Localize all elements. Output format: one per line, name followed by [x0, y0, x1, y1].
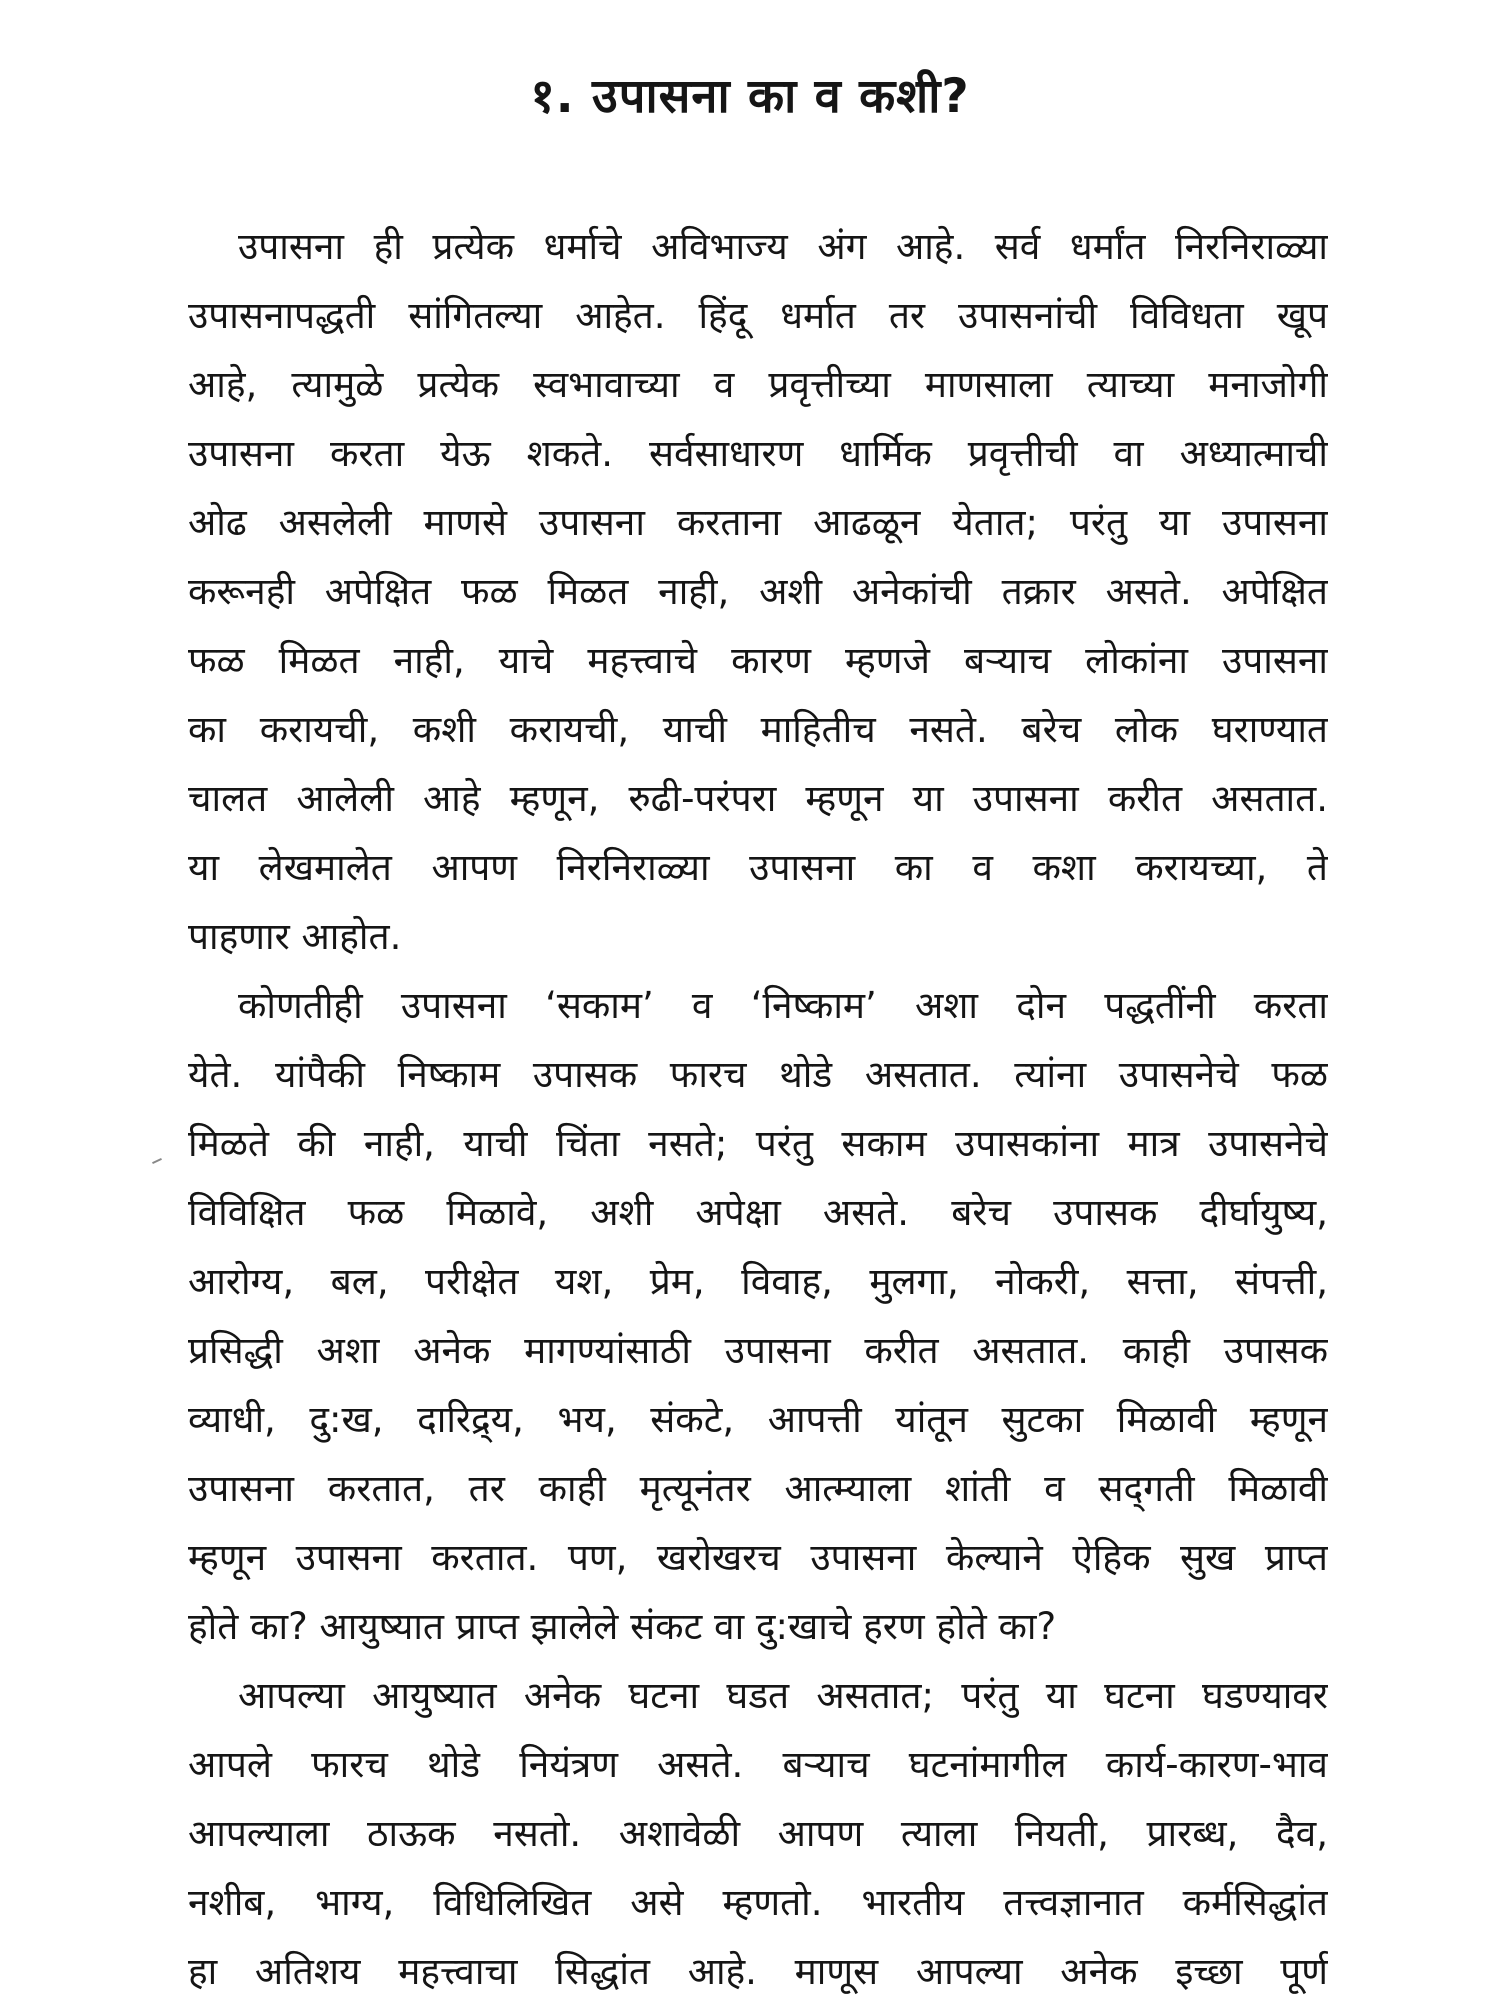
paragraph-2-line-9: म्हणून उपासना करतात. पण, खरोखरच उपासना केल्याने ऐहिक सुख प्राप्त — [188, 1536, 1328, 1579]
paragraph-2-line-5: आरोग्य, बल, परीक्षेत यश, प्रेम, विवाह, मुलगा, नोकरी, सत्ता, संपत्ती, — [188, 1260, 1328, 1303]
stray-ink-mark — [152, 1158, 162, 1164]
paragraph-1-line-8: का करायची, कशी करायची, याची माहितीच नसते. बरेच लोक घराण्यात — [188, 708, 1328, 751]
paragraph-1-line-10: या लेखमालेत आपण निरनिराळ्या उपासना का व कशा करायच्या, ते — [188, 846, 1328, 889]
paragraph-1-line-11: पाहणार आहोत. — [188, 915, 402, 958]
paragraph-1-line-6: करूनही अपेक्षित फळ मिळत नाही, अशी अनेकांची तक्रार असते. अपेक्षित — [188, 570, 1328, 613]
paragraph-1-line-4: उपासना करता येऊ शकते. सर्वसाधारण धार्मिक प्रवृत्तीची वा अध्यात्माची — [188, 432, 1328, 475]
paragraph-3-line-2: आपले फारच थोडे नियंत्रण असते. बऱ्याच घटनांमागील कार्य-कारण-भाव — [188, 1743, 1328, 1786]
paragraph-1-line-1: उपासना ही प्रत्येक धर्माचे अविभाज्य अंग आहे. सर्व धर्मांत निरनिराळ्या — [238, 225, 1328, 268]
paragraph-2-line-7: व्याधी, दु:ख, दारिद्र्य, भय, संकटे, आपत्ती यांतून सुटका मिळावी म्हणून — [188, 1398, 1328, 1441]
paragraph-1-line-2: उपासनापद्धती सांगितल्या आहेत. हिंदू धर्मात तर उपासनांची विविधता खूप — [188, 294, 1328, 337]
paragraph-3-line-1: आपल्या आयुष्यात अनेक घटना घडत असतात; परंतु या घटना घडण्यावर — [238, 1674, 1328, 1717]
chapter-title: १. उपासना का व कशी? — [530, 69, 970, 124]
paragraph-3-line-4: नशीब, भाग्य, विधिलिखित असे म्हणतो. भारतीय तत्त्वज्ञानात कर्मसिद्धांत — [188, 1881, 1328, 1924]
paragraph-2-line-2: येते. यांपैकी निष्काम उपासक फारच थोडे असतात. त्यांना उपासनेचे फळ — [188, 1053, 1328, 1096]
paragraph-2-line-3: मिळते की नाही, याची चिंता नसते; परंतु सकाम उपासकांना मात्र उपासनेचे — [188, 1122, 1328, 1165]
paragraph-1-line-3: आहे, त्यामुळे प्रत्येक स्वभावाच्या व प्रवृत्तीच्या माणसाला त्याच्या मनाजोगी — [188, 363, 1328, 406]
paragraph-2-line-10: होते का? आयुष्यात प्राप्त झालेले संकट वा दु:खाचे हरण होते का? — [188, 1605, 1057, 1648]
paragraph-2-line-1: कोणतीही उपासना ‘सकाम’ व ‘निष्काम’ अशा दोन पद्धतींनी करता — [238, 984, 1328, 1027]
paragraph-3-line-3: आपल्याला ठाऊक नसतो. अशावेळी आपण त्याला नियती, प्रारब्ध, दैव, — [188, 1812, 1328, 1855]
paragraph-2-line-8: उपासना करतात, तर काही मृत्यूनंतर आत्म्याला शांती व सद्‌गती मिळावी — [188, 1467, 1328, 1510]
paragraph-2-line-4: विविक्षित फळ मिळावे, अशी अपेक्षा असते. बरेच उपासक दीर्घायुष्य, — [188, 1191, 1328, 1234]
paragraph-3-line-5: हा अतिशय महत्त्वाचा सिद्धांत आहे. माणूस आपल्या अनेक इच्छा पूर्ण — [188, 1950, 1328, 1993]
chapter-body — [188, 212, 1328, 2006]
paragraph-2-line-6: प्रसिद्धी अशा अनेक मागण्यांसाठी उपासना करीत असतात. काही उपासक — [188, 1329, 1328, 1372]
paragraph-1-line-7: फळ मिळत नाही, याचे महत्त्वाचे कारण म्हणजे बऱ्याच लोकांना उपासना — [188, 639, 1328, 682]
paragraph-1-line-9: चालत आलेली आहे म्हणून, रुढी-परंपरा म्हणून या उपासना करीत असतात. — [188, 777, 1328, 820]
paragraph-1-line-5: ओढ असलेली माणसे उपासना करताना आढळून येतात; परंतु या उपासना — [188, 501, 1328, 544]
